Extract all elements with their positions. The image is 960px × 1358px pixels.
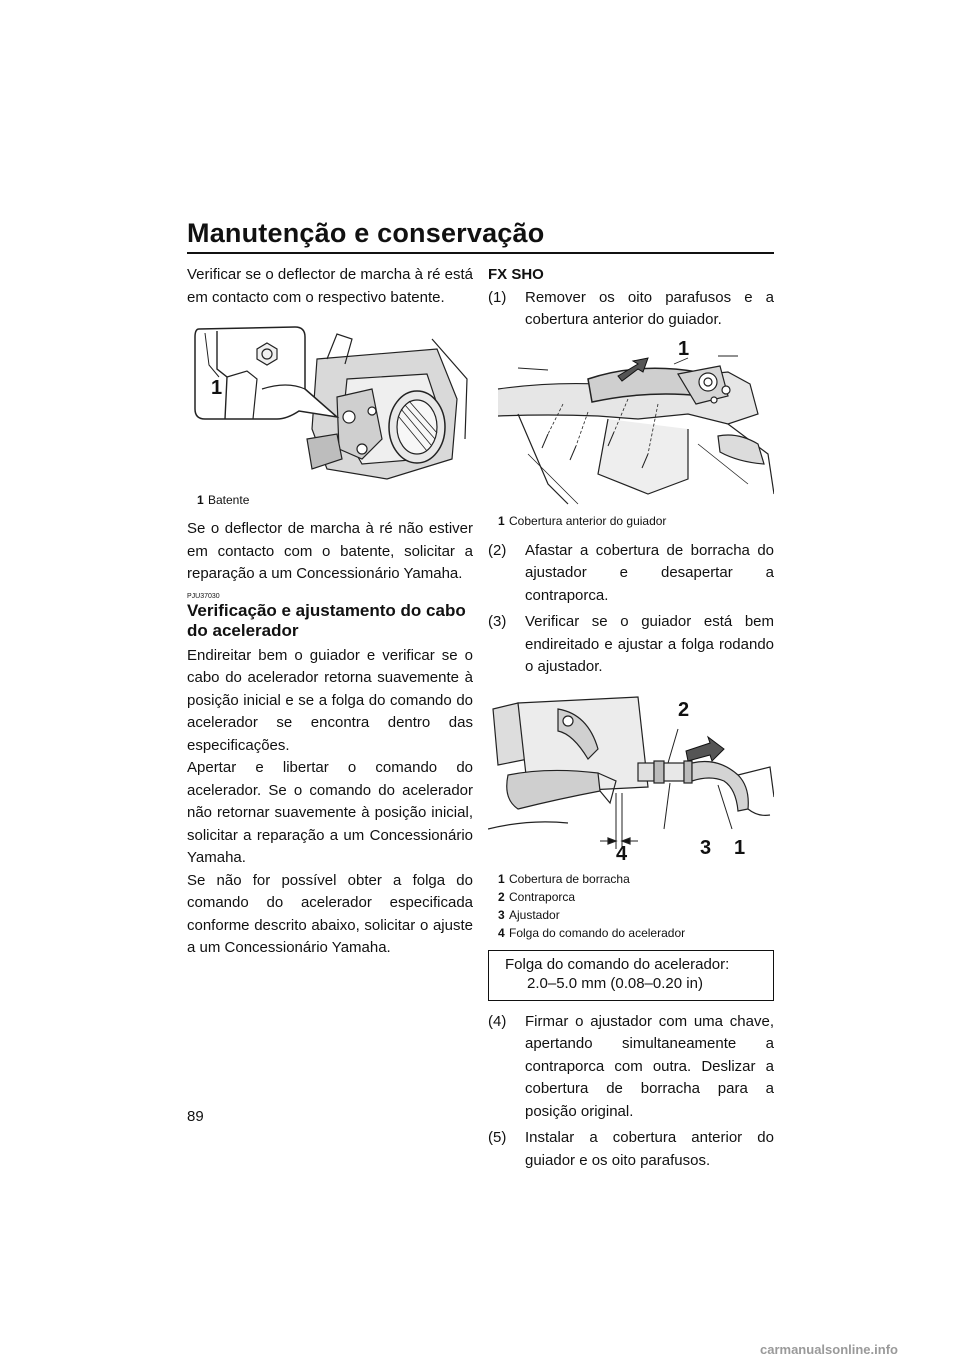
caption-number: 1 bbox=[197, 493, 204, 507]
spec-value: 2.0–5.0 mm (0.08–0.20 in) bbox=[527, 974, 703, 992]
caption-number: 3 bbox=[498, 907, 505, 922]
model-subheading: FX SHO bbox=[488, 266, 544, 283]
figure-callout-1: 1 bbox=[734, 836, 746, 859]
caption-number: 4 bbox=[498, 925, 505, 940]
figure-caption bbox=[488, 870, 774, 942]
caption-text: Cobertura anterior do guiador bbox=[509, 513, 667, 528]
figure-callout-2: 2 bbox=[678, 698, 690, 721]
section-code: PJU37030 bbox=[187, 592, 220, 600]
stopper-repair-paragraph: Se o deflector de marcha à ré não estiver em contacto com o batente, solicitar a reparação a um Concessionário Yamaha. bbox=[187, 520, 473, 582]
caption-text: Cobertura de borracha bbox=[509, 871, 630, 886]
body-paragraph: Endireitar bem o guiador e verificar se o cabo do acelerador retorna suavemente à posição inicial e se a folga do comando do acelerador se encontra dentro das especificações. bbox=[187, 646, 473, 754]
step-number: (4) bbox=[488, 1012, 507, 1030]
spec-label: Folga do comando do acelerador: bbox=[505, 955, 730, 973]
step-item bbox=[488, 287, 774, 332]
caption-text: Folga do comando do acelerador bbox=[509, 925, 686, 940]
header-rule bbox=[187, 252, 774, 254]
step-text: Instalar a cobertura anterior do guiador e os oito parafusos. bbox=[525, 1129, 774, 1169]
caption-text: Ajustador bbox=[509, 907, 560, 922]
figure-callout-1: 1 bbox=[211, 377, 223, 399]
figure-callout-3: 3 bbox=[700, 836, 712, 859]
step-number: (5) bbox=[488, 1129, 507, 1146]
step-text: Firmar o ajustador com uma chave, apertando simultaneamente a contraporca com outra. Deslizar a cobertura de borracha para a posição original. bbox=[525, 1012, 774, 1120]
caption-text: Batente bbox=[208, 493, 250, 507]
caption-number: 1 bbox=[498, 871, 505, 886]
figure-caption bbox=[187, 491, 473, 509]
figure-caption bbox=[488, 512, 774, 530]
caption-text: Contraporca bbox=[509, 889, 576, 904]
caption-line bbox=[498, 888, 774, 906]
caption-line bbox=[498, 870, 774, 888]
step-text: Afastar a cobertura de borracha do ajustador e desapertar a contraporca. bbox=[525, 541, 774, 604]
body-paragraph: Se não for possível obter a folga do comando do acelerador especificada conforme descrito abaixo, solicitar o ajuste a um Concessionário Yamaha. bbox=[187, 871, 473, 956]
right-column bbox=[488, 264, 774, 1172]
caption-line bbox=[498, 924, 774, 942]
step-text: Remover os oito parafusos e a cobertura anterior do guiador. bbox=[525, 288, 774, 328]
stopper-illustration bbox=[187, 319, 473, 485]
figure-callout-4: 4 bbox=[616, 842, 628, 865]
section-heading: Verificação e ajustamento do cabo do acelerador bbox=[187, 600, 466, 640]
step-number: (3) bbox=[488, 613, 507, 630]
watermark: carmanualsonline.info bbox=[760, 1342, 898, 1357]
step-item bbox=[488, 1011, 774, 1124]
figure-stopper bbox=[187, 319, 473, 485]
caption-number: 2 bbox=[498, 889, 505, 904]
step-item bbox=[488, 1127, 774, 1172]
left-column bbox=[187, 264, 473, 960]
step-item bbox=[488, 540, 774, 608]
step-number: (1) bbox=[488, 288, 507, 306]
figure-callout-1: 1 bbox=[678, 337, 690, 360]
step-text: Verificar se o guiador está bem endireitado e ajustar a folga rodando o ajustador. bbox=[525, 613, 774, 675]
throttle-cable-illustration bbox=[488, 689, 774, 864]
figure-throttle-cable bbox=[488, 689, 774, 864]
body-paragraph: Apertar e libertar o comando do acelerador. Se o comando do acelerador não retornar suavemente à posição inicial, solicitar a reparação a um Concessionário Yamaha. bbox=[187, 759, 473, 866]
step-number: (2) bbox=[488, 541, 507, 559]
page-title: Manutenção e conservação bbox=[187, 218, 545, 248]
handlebar-cover-illustration bbox=[488, 344, 774, 506]
figure-handlebar-cover bbox=[488, 337, 774, 506]
page-number: 89 bbox=[187, 1108, 204, 1125]
caption-line bbox=[498, 906, 774, 924]
spec-box bbox=[488, 950, 774, 1001]
step-item bbox=[488, 611, 774, 679]
caption-number: 1 bbox=[498, 513, 505, 528]
intro-paragraph: Verificar se o deflector de marcha à ré está em contacto com o respectivo batente. bbox=[187, 266, 473, 306]
